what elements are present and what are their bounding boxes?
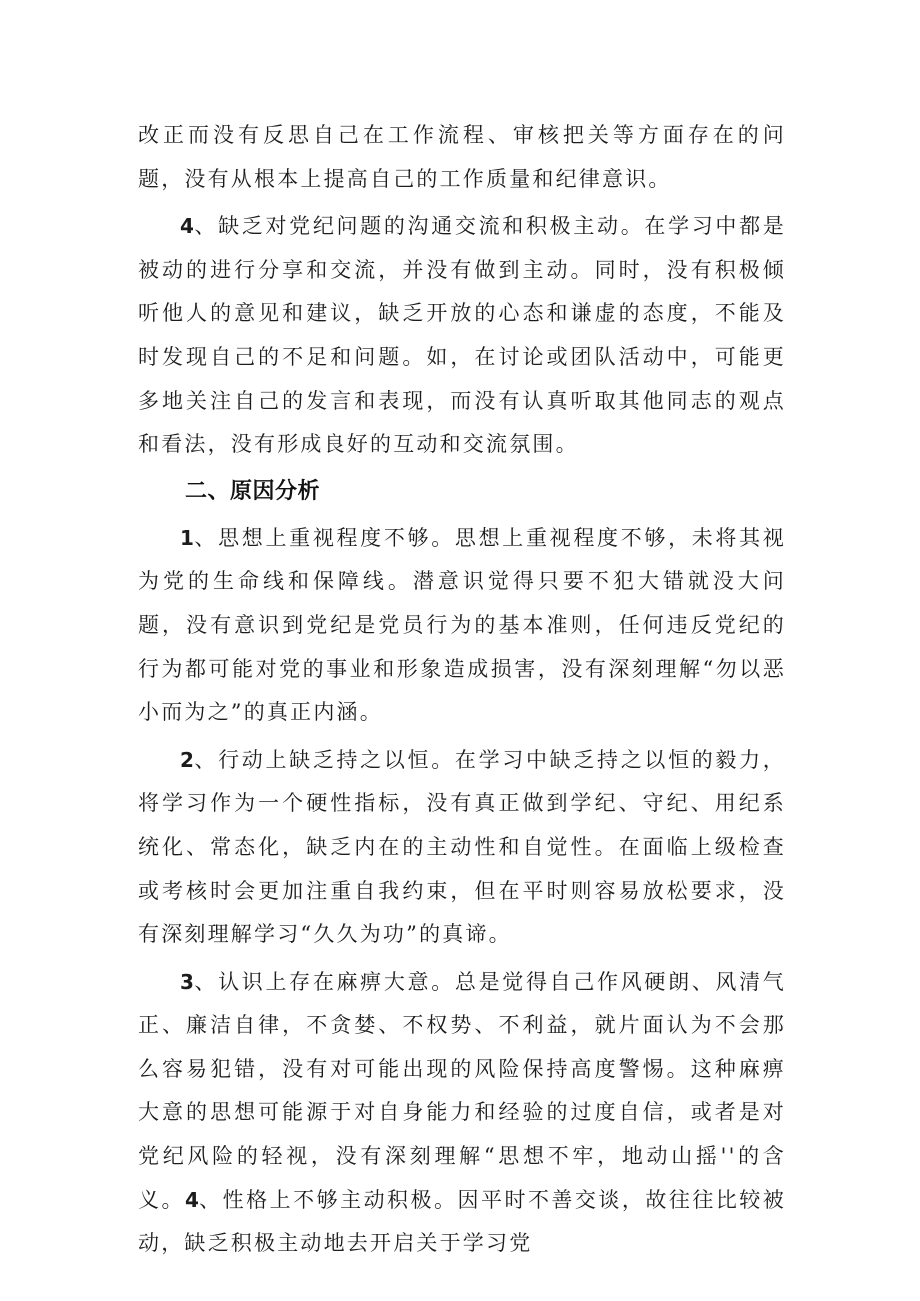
document-body [138, 114, 786, 1266]
paragraph-reason-1 [138, 517, 786, 735]
paragraph-number: 2 [180, 747, 194, 772]
paragraph-reason-3 [138, 961, 786, 1266]
paragraph-point-4 [138, 205, 786, 467]
paragraph-text: 、认识上存在麻痹大意。总是觉得自己作风硬朗、风清气正、廉洁自律，不贪婪、不权势、不利益，就片面认为不会那么容易犯错，没有对可能出现的风险保持高度警惕。这种麻痹大意的思想可能源于对自身能力和经验的过度自信，或者是对党纪风险的轻视，没有深刻理解“思想不牢，地动山摇''的含义。 [138, 969, 786, 1212]
paragraph-text: 改正而没有反思自己在工作流程、审核把关等方面存在的问题，没有从根本上提高自己的工作质量和纪律意识。 [138, 123, 786, 191]
section-heading: 二、原因分析 [185, 478, 321, 504]
paragraph-number: 3 [180, 969, 194, 994]
paragraph-number-inline: 4 [184, 1187, 199, 1212]
paragraph-reason-2 [138, 739, 786, 957]
paragraph-continuation [138, 114, 786, 201]
paragraph-number: 1 [180, 525, 194, 550]
paragraph-text: 、缺乏对党纪问题的沟通交流和积极主动。在学习中都是被动的进行分享和交流，并没有做到主动。同时，没有积极倾听他人的意见和建议，缺乏开放的心态和谦虚的态度，不能及时发现自己的不足和问题。如，在讨论或团队活动中，可能更多地关注自己的发言和表现，而没有认真听取其他同志的观点和看法，没有形成良好的互动和交流氛围。 [138, 214, 786, 457]
paragraph-text: 、思想上重视程度不够。思想上重视程度不够，未将其视为党的生命线和保障线。潜意识觉得只要不犯大错就没大问题，没有意识到党纪是党员行为的基本准则，任何违反党纪的行为都可能对党的事业和形象造成损害，没有深刻理解“勿以恶小而为之”的真正内涵。 [138, 525, 786, 725]
paragraph-text-inline: 、性格上不够主动积极。因平时不善交谈，故往往比较被动，缺乏积极主动地去开启关于学习党 [138, 1187, 786, 1256]
paragraph-number: 4 [180, 214, 194, 239]
paragraph-text: 、行动上缺乏持之以恒。在学习中缺乏持之以恒的毅力，将学习作为一个硬性指标，没有真正做到学纪、守纪、用纪系统化、常态化，缺乏内在的主动性和自觉性。在面临上级检查或考核时会更加注重自我约束，但在平时则容易放松要求，没有深刻理解学习“久久为功”的真谛。 [138, 747, 786, 947]
